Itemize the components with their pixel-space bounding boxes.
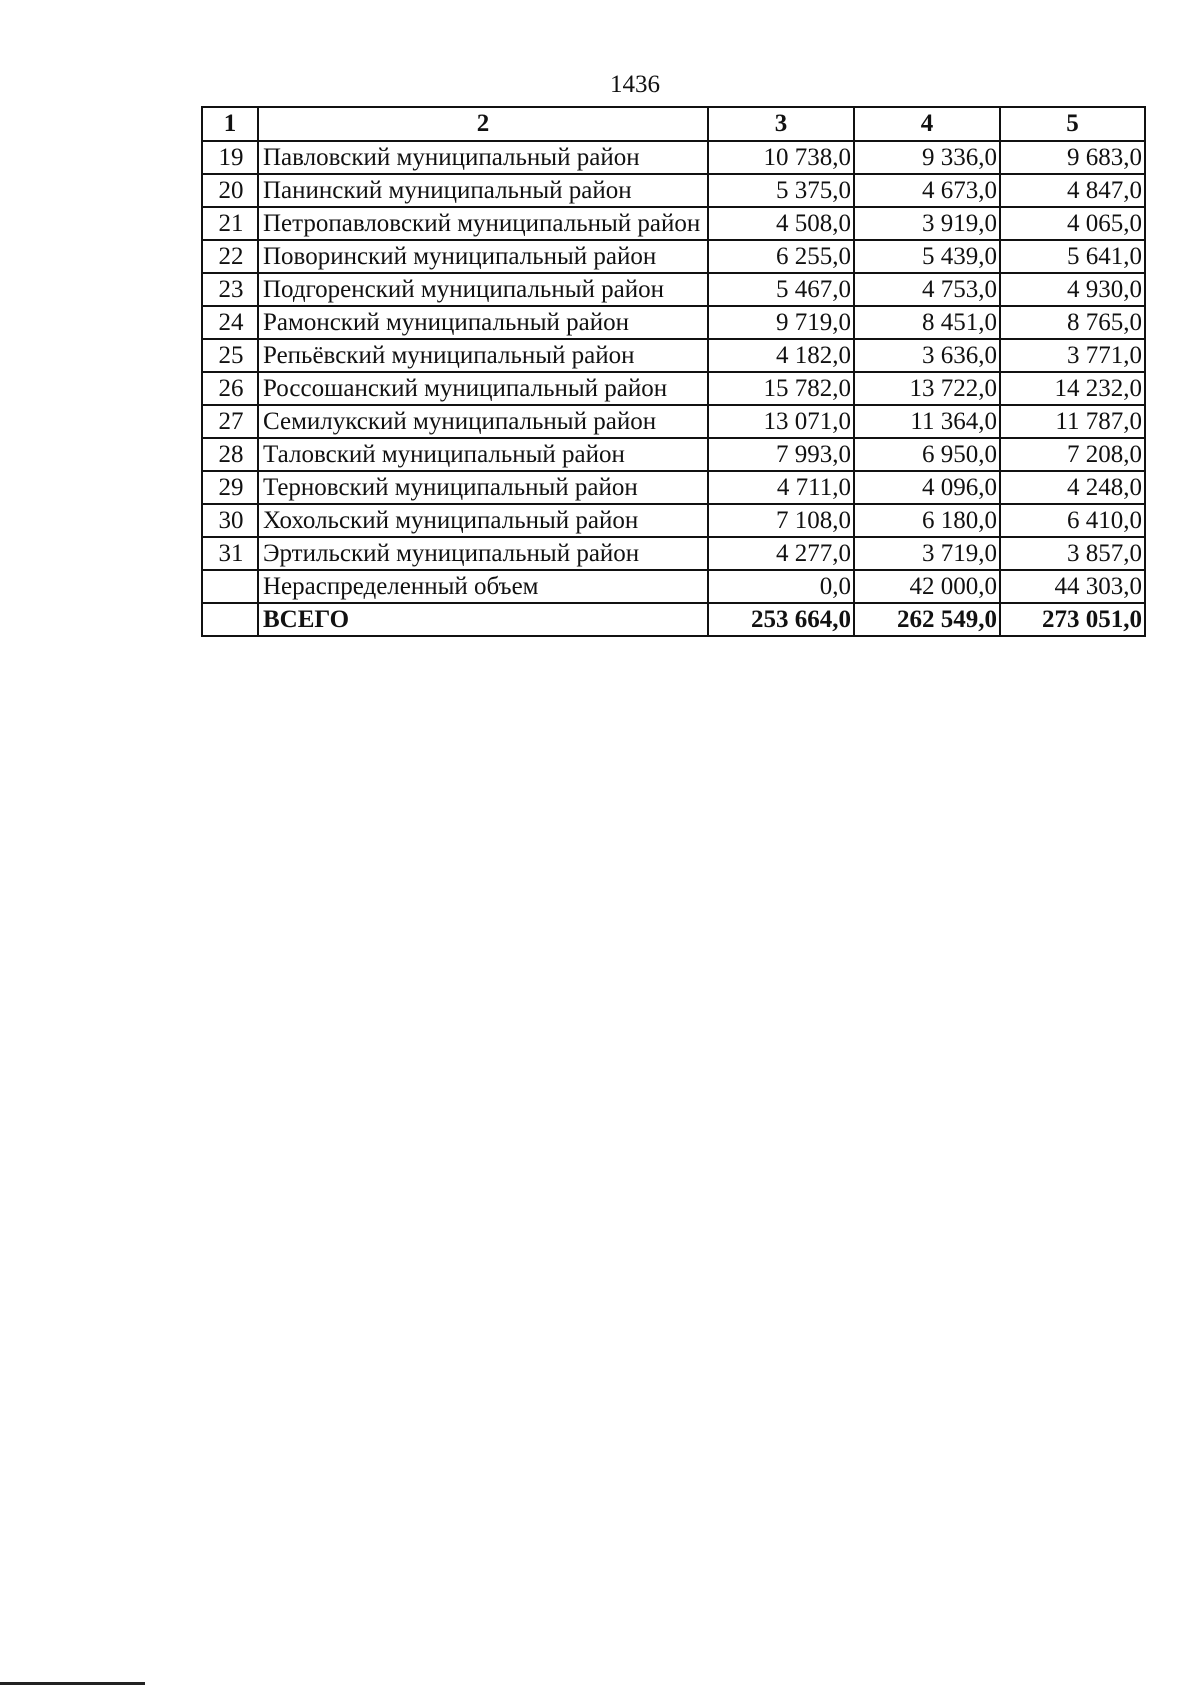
table-body <box>202 141 1145 603</box>
value-col-3-cell: 7 993,0 <box>708 438 854 471</box>
table-row <box>202 141 1145 174</box>
header-cell-4: 4 <box>854 107 1000 141</box>
total-value-5: 273 051,0 <box>1000 603 1145 636</box>
value-col-3-cell: 10 738,0 <box>708 141 854 174</box>
value-col-3-cell: 4 508,0 <box>708 207 854 240</box>
value-col-3-cell: 9 719,0 <box>708 306 854 339</box>
total-value-3: 253 664,0 <box>708 603 854 636</box>
district-name-cell: Подгоренский муниципальный район <box>258 273 708 306</box>
table-row <box>202 372 1145 405</box>
value-col-4-cell: 5 439,0 <box>854 240 1000 273</box>
table-row <box>202 273 1145 306</box>
row-number-cell: 26 <box>202 372 258 405</box>
value-col-5-cell: 9 683,0 <box>1000 141 1145 174</box>
value-col-3-cell: 6 255,0 <box>708 240 854 273</box>
row-number-cell: 20 <box>202 174 258 207</box>
table-row <box>202 207 1145 240</box>
table-row <box>202 438 1145 471</box>
table-row <box>202 174 1145 207</box>
value-col-3-cell: 4 711,0 <box>708 471 854 504</box>
value-col-3-cell: 13 071,0 <box>708 405 854 438</box>
value-col-4-cell: 8 451,0 <box>854 306 1000 339</box>
district-name-cell: Поворинский муниципальный район <box>258 240 708 273</box>
value-col-3-cell: 15 782,0 <box>708 372 854 405</box>
district-name-cell: Петропавловский муниципальный район <box>258 207 708 240</box>
value-col-3-cell: 4 182,0 <box>708 339 854 372</box>
total-num-cell <box>202 603 258 636</box>
value-col-5-cell: 7 208,0 <box>1000 438 1145 471</box>
value-col-4-cell: 11 364,0 <box>854 405 1000 438</box>
value-col-4-cell: 9 336,0 <box>854 141 1000 174</box>
value-col-4-cell: 42 000,0 <box>854 570 1000 603</box>
value-col-4-cell: 6 180,0 <box>854 504 1000 537</box>
total-value-4: 262 549,0 <box>854 603 1000 636</box>
row-number-cell: 21 <box>202 207 258 240</box>
row-number-cell: 22 <box>202 240 258 273</box>
footnote-rule <box>0 1682 145 1685</box>
value-col-4-cell: 4 753,0 <box>854 273 1000 306</box>
data-table <box>201 106 1146 637</box>
district-name-cell: Павловский муниципальный район <box>258 141 708 174</box>
district-name-cell: Нераспределенный объем <box>258 570 708 603</box>
header-cell-3: 3 <box>708 107 854 141</box>
value-col-4-cell: 4 673,0 <box>854 174 1000 207</box>
value-col-5-cell: 6 410,0 <box>1000 504 1145 537</box>
value-col-5-cell: 44 303,0 <box>1000 570 1145 603</box>
district-name-cell: Россошанский муниципальный район <box>258 372 708 405</box>
total-label: ВСЕГО <box>258 603 708 636</box>
row-number-cell: 25 <box>202 339 258 372</box>
value-col-5-cell: 3 771,0 <box>1000 339 1145 372</box>
value-col-5-cell: 4 847,0 <box>1000 174 1145 207</box>
district-name-cell: Эртильский муниципальный район <box>258 537 708 570</box>
row-number-cell: 30 <box>202 504 258 537</box>
value-col-5-cell: 8 765,0 <box>1000 306 1145 339</box>
district-name-cell: Таловский муниципальный район <box>258 438 708 471</box>
table-row <box>202 504 1145 537</box>
row-number-cell: 29 <box>202 471 258 504</box>
value-col-5-cell: 3 857,0 <box>1000 537 1145 570</box>
value-col-4-cell: 13 722,0 <box>854 372 1000 405</box>
district-name-cell: Рамонский муниципальный район <box>258 306 708 339</box>
value-col-5-cell: 5 641,0 <box>1000 240 1145 273</box>
district-name-cell: Семилукский муниципальный район <box>258 405 708 438</box>
page-number: 1436 <box>610 71 660 98</box>
row-number-cell: 31 <box>202 537 258 570</box>
table-row <box>202 240 1145 273</box>
district-name-cell: Терновский муниципальный район <box>258 471 708 504</box>
value-col-3-cell: 7 108,0 <box>708 504 854 537</box>
header-cell-1: 1 <box>202 107 258 141</box>
value-col-4-cell: 6 950,0 <box>854 438 1000 471</box>
value-col-5-cell: 4 930,0 <box>1000 273 1145 306</box>
table-row <box>202 537 1145 570</box>
value-col-5-cell: 11 787,0 <box>1000 405 1145 438</box>
row-number-cell: 27 <box>202 405 258 438</box>
value-col-3-cell: 4 277,0 <box>708 537 854 570</box>
row-number-cell: 23 <box>202 273 258 306</box>
district-name-cell: Хохольский муниципальный район <box>258 504 708 537</box>
row-number-cell: 28 <box>202 438 258 471</box>
value-col-4-cell: 4 096,0 <box>854 471 1000 504</box>
value-col-5-cell: 4 065,0 <box>1000 207 1145 240</box>
total-row <box>202 603 1145 636</box>
value-col-3-cell: 5 467,0 <box>708 273 854 306</box>
value-col-4-cell: 3 919,0 <box>854 207 1000 240</box>
table-row <box>202 570 1145 603</box>
row-number-cell <box>202 570 258 603</box>
value-col-4-cell: 3 719,0 <box>854 537 1000 570</box>
value-col-5-cell: 4 248,0 <box>1000 471 1145 504</box>
table-row <box>202 405 1145 438</box>
header-row <box>202 107 1145 141</box>
value-col-4-cell: 3 636,0 <box>854 339 1000 372</box>
district-name-cell: Репьёвский муниципальный район <box>258 339 708 372</box>
table-row <box>202 339 1145 372</box>
value-col-3-cell: 0,0 <box>708 570 854 603</box>
header-cell-5: 5 <box>1000 107 1145 141</box>
row-number-cell: 24 <box>202 306 258 339</box>
district-name-cell: Панинский муниципальный район <box>258 174 708 207</box>
row-number-cell: 19 <box>202 141 258 174</box>
table-row <box>202 471 1145 504</box>
table-row <box>202 306 1145 339</box>
header-cell-2: 2 <box>258 107 708 141</box>
value-col-5-cell: 14 232,0 <box>1000 372 1145 405</box>
value-col-3-cell: 5 375,0 <box>708 174 854 207</box>
